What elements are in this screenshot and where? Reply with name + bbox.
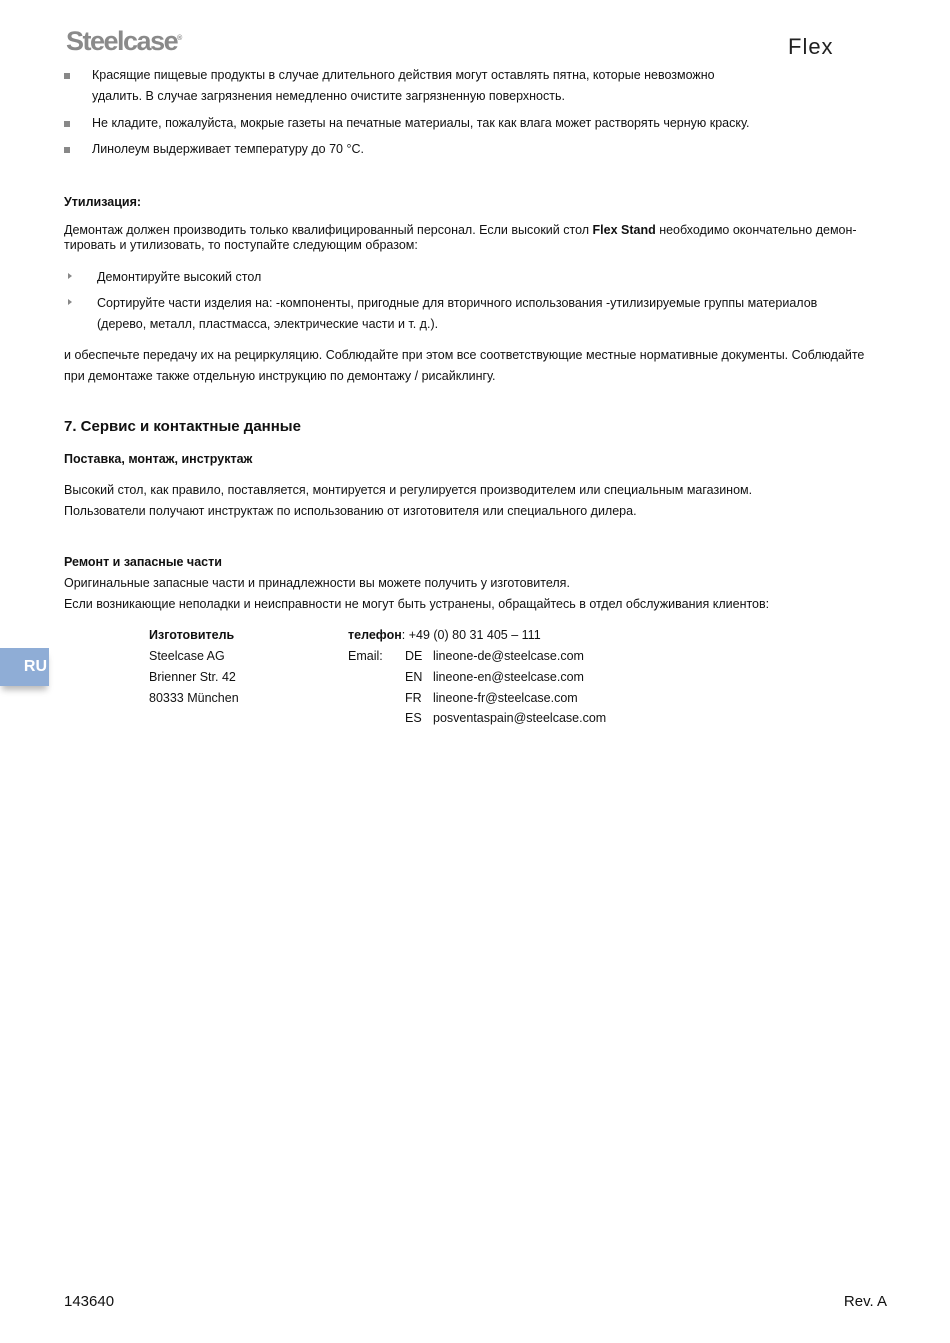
steelcase-logo: [66, 26, 182, 57]
email-link[interactable]: lineone-fr@steelcase.com: [433, 691, 578, 705]
section-title: 7. Сервис и контактные данные: [64, 418, 301, 435]
email-lang: ES: [405, 711, 422, 725]
product-name-inline: Flex Stand: [592, 223, 656, 237]
care-bullet-text: Красящие пищевые продукты в случае длительного действия могут оставлять пятна, которые невозможно: [92, 68, 715, 82]
bullet-arrow-icon: [68, 299, 72, 305]
address-line: Steelcase AG: [149, 649, 225, 663]
disposal-paragraph: и обеспечьте передачу их на рециркуляцию. Соблюдайте при этом все соответствующие местные нормативные документы. Соблюдайте: [64, 348, 865, 362]
email-link[interactable]: lineone-en@steelcase.com: [433, 670, 584, 684]
disposal-title: Утилизация:: [64, 195, 142, 209]
disposal-step: (дерево, металл, пластмасса, электрические части и т. д.).: [97, 317, 439, 331]
disposal-paragraph: при демонтаже также отдельную инструкцию по демонтажу / рисайклингу.: [64, 369, 496, 383]
address-line: Brienner Str. 42: [149, 670, 236, 684]
email-label: Email:: [348, 649, 383, 663]
address-line: 80333 München: [149, 691, 239, 705]
delivery-text: Высокий стол, как правило, поставляется, монтируется и регулируется производителем или специальным магазином.: [64, 483, 753, 497]
product-name: Flex: [788, 34, 834, 59]
email-lang: DE: [405, 649, 423, 663]
language-tab-ru: RU: [0, 648, 49, 686]
revision: Rev. A: [843, 1293, 887, 1310]
doc-number: 143640: [64, 1293, 115, 1310]
bullet-square-icon: [64, 147, 70, 153]
repair-text: Если возникающие неполадки и неисправности не могут быть устранены, обращайтесь в отдел обслуживания клиентов:: [64, 597, 770, 611]
care-bullet-text: Линолеум выдерживает температуру до 70 °C.: [92, 142, 364, 156]
disposal-step: Сортируйте части изделия на: -компоненты, пригодные для вторичного использования -утилизируемые группы материалов: [97, 296, 818, 310]
care-bullet-text: Не кладите, пожалуйста, мокрые газеты на печатные материалы, так как влага может растворять черную краску.: [92, 116, 750, 130]
repair-title: Ремонт и запасные части: [64, 555, 222, 569]
disposal-paragraph: Демонтаж должен производить только квалифицированный персонал. Если высокий стол Flex Stand необходимо окончательно демон-: [64, 223, 857, 237]
maker-label: Изготовитель: [149, 628, 235, 642]
disposal-step: Демонтируйте высокий стол: [97, 270, 262, 284]
email-lang: EN: [405, 670, 423, 684]
phone: телефон: +49 (0) 80 31 405 – 111: [348, 628, 541, 642]
email-lang: FR: [405, 691, 422, 705]
repair-text: Оригинальные запасные части и принадлежности вы можете получить у изготовителя.: [64, 576, 570, 590]
logo-text: Steelcase: [66, 26, 178, 56]
bullet-square-icon: [64, 121, 70, 127]
disposal-paragraph: тировать и утилизовать, то поступайте следующим образом:: [64, 238, 418, 252]
delivery-title: Поставка, монтаж, инструктаж: [64, 452, 253, 466]
logo-mark: ®: [177, 35, 183, 42]
care-bullet-text: удалить. В случае загрязнения немедленно очистите загрязненную поверхность.: [92, 89, 565, 103]
email-link[interactable]: posventaspain@steelcase.com: [433, 711, 607, 725]
bullet-arrow-icon: [68, 273, 72, 279]
email-link[interactable]: lineone-de@steelcase.com: [433, 649, 584, 663]
bullet-square-icon: [64, 73, 70, 79]
delivery-text: Пользователи получают инструктаж по использованию от изготовителя или специального дилера.: [64, 504, 637, 518]
